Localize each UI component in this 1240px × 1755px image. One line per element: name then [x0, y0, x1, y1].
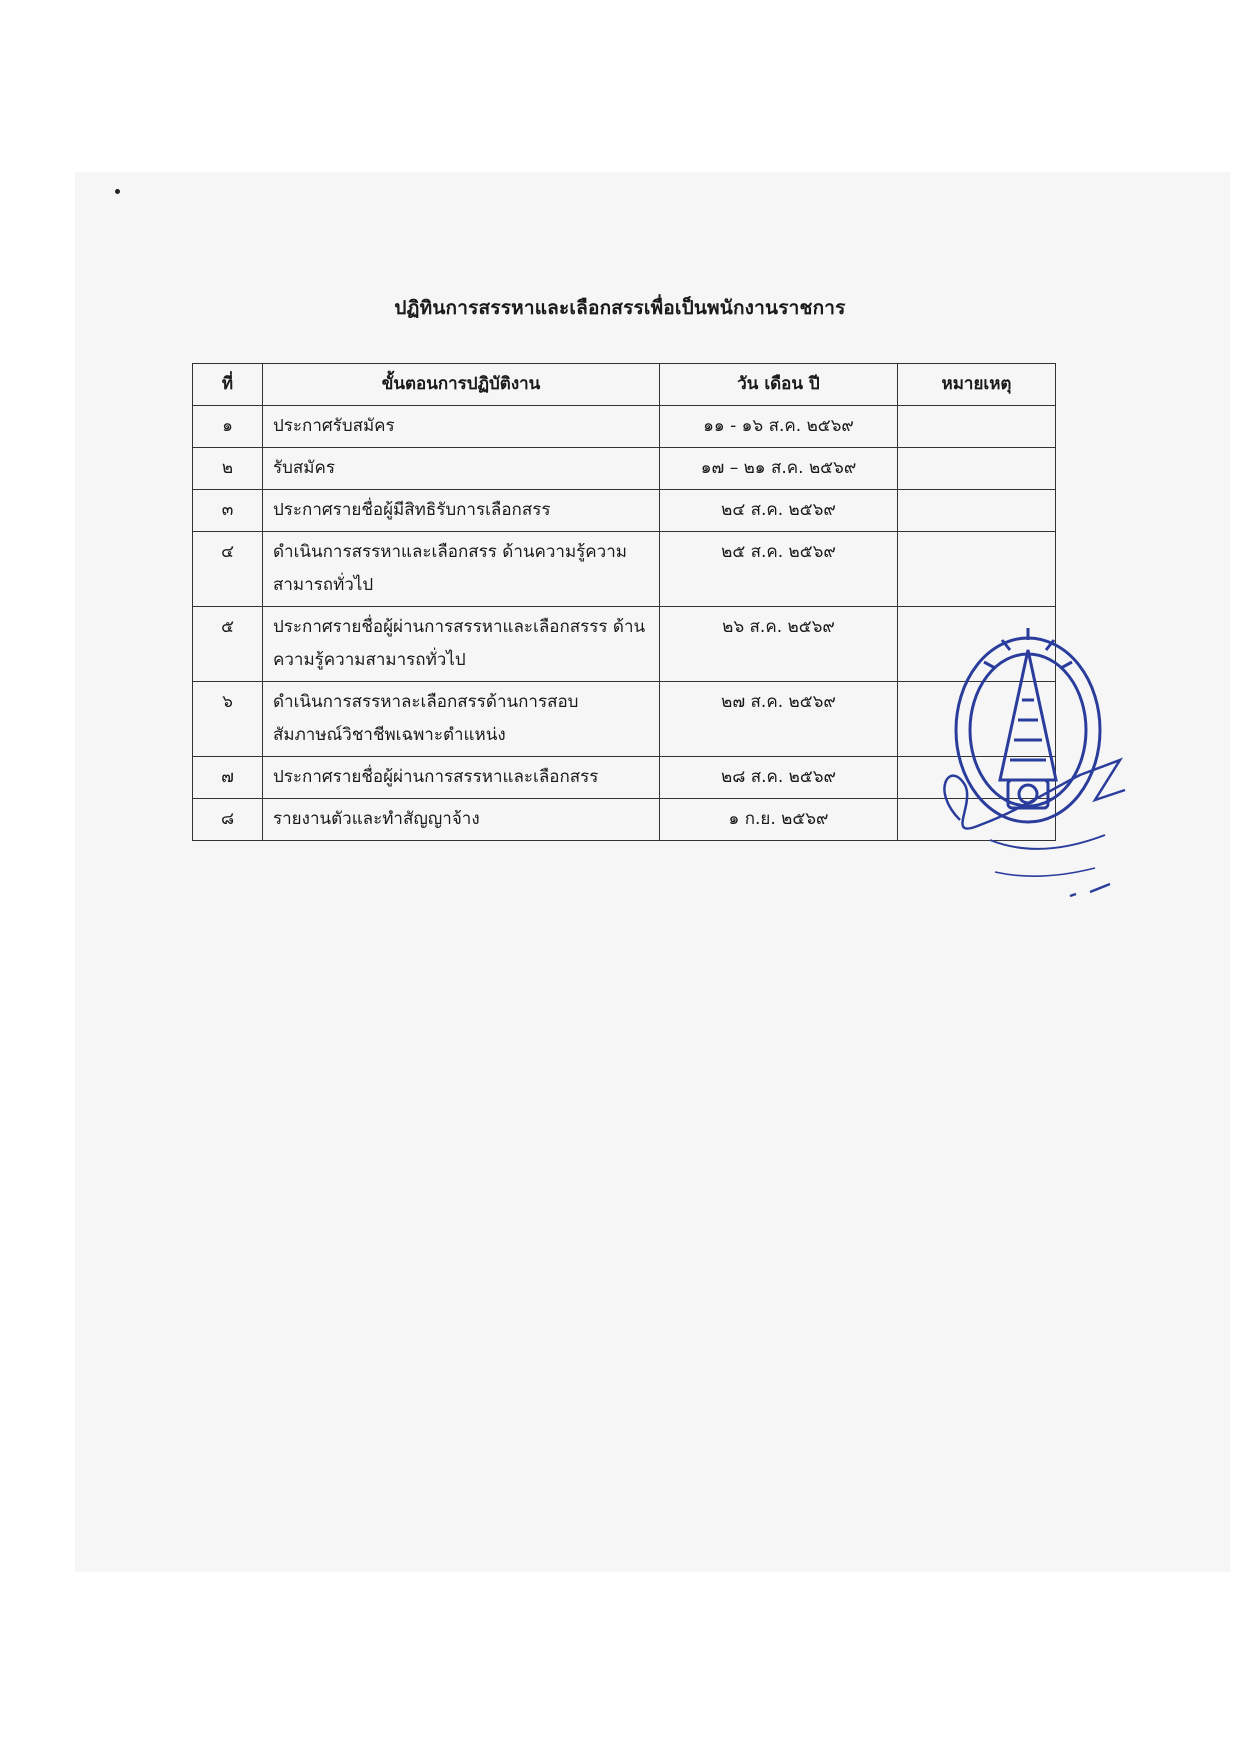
row-note — [898, 448, 1056, 490]
row-date: ๒๕ ส.ค. ๒๕๖๙ — [660, 532, 898, 607]
row-step: รับสมัคร — [263, 448, 660, 490]
row-step: รายงานตัวและทำสัญญาจ้าง — [263, 799, 660, 841]
table-row — [193, 406, 1056, 448]
row-number: ๑ — [193, 406, 263, 448]
row-date: ๒๔ ส.ค. ๒๕๖๙ — [660, 490, 898, 532]
seal-inner-ring — [970, 654, 1086, 806]
row-date: ๑ ก.ย. ๒๕๖๙ — [660, 799, 898, 841]
row-note — [898, 532, 1056, 607]
header-no: ที่ — [193, 364, 263, 406]
row-note — [898, 406, 1056, 448]
row-date: ๒๖ ส.ค. ๒๕๖๙ — [660, 607, 898, 682]
row-number: ๖ — [193, 682, 263, 757]
row-date: ๑๗ – ๒๑ ส.ค. ๒๕๖๙ — [660, 448, 898, 490]
official-seal-stamp — [920, 610, 1135, 900]
row-note — [898, 490, 1056, 532]
header-note: หมายเหตุ — [898, 364, 1056, 406]
row-number: ๗ — [193, 757, 263, 799]
document-title: ปฏิทินการสรรหาและเลือกสรรเพื่อเป็นพนักงานราชการ — [394, 297, 846, 319]
row-step: ประกาศรายชื่อผู้มีสิทธิรับการเลือกสรร — [263, 490, 660, 532]
scan-speck — [115, 189, 120, 194]
row-step: ดำเนินการสรรหาละเลือกสรรด้านการสอบ สัมภาษณ์วิชาชีพเฉพาะตำแหน่ง — [263, 682, 660, 757]
seal-outer-ring — [956, 638, 1100, 822]
table-row — [193, 490, 1056, 532]
header-step: ขั้นตอนการปฏิบัติงาน — [263, 364, 660, 406]
row-date: ๒๘ ส.ค. ๒๕๖๙ — [660, 757, 898, 799]
row-number: ๒ — [193, 448, 263, 490]
header-date: วัน เดือน ปี — [660, 364, 898, 406]
row-number: ๔ — [193, 532, 263, 607]
row-date: ๒๗ ส.ค. ๒๕๖๙ — [660, 682, 898, 757]
signature-icon — [944, 760, 1125, 829]
row-number: ๕ — [193, 607, 263, 682]
row-number: ๘ — [193, 799, 263, 841]
table-row — [193, 532, 1056, 607]
row-step: ดำเนินการสรรหาและเลือกสรร ด้านความรู้ความสามารถทั่วไป — [263, 532, 660, 607]
row-step: ประกาศรับสมัคร — [263, 406, 660, 448]
row-step: ประกาศรายชื่อผู้ผ่านการสรรหาและเลือกสรร — [263, 757, 660, 799]
row-date: ๑๑ - ๑๖ ส.ค. ๒๕๖๙ — [660, 406, 898, 448]
row-number: ๓ — [193, 490, 263, 532]
table-header-row — [193, 364, 1056, 406]
row-step: ประกาศรายชื่อผู้ผ่านการสรรหาและเลือกสรรร ด้านความรู้ความสามารถทั่วไป — [263, 607, 660, 682]
table-row — [193, 448, 1056, 490]
